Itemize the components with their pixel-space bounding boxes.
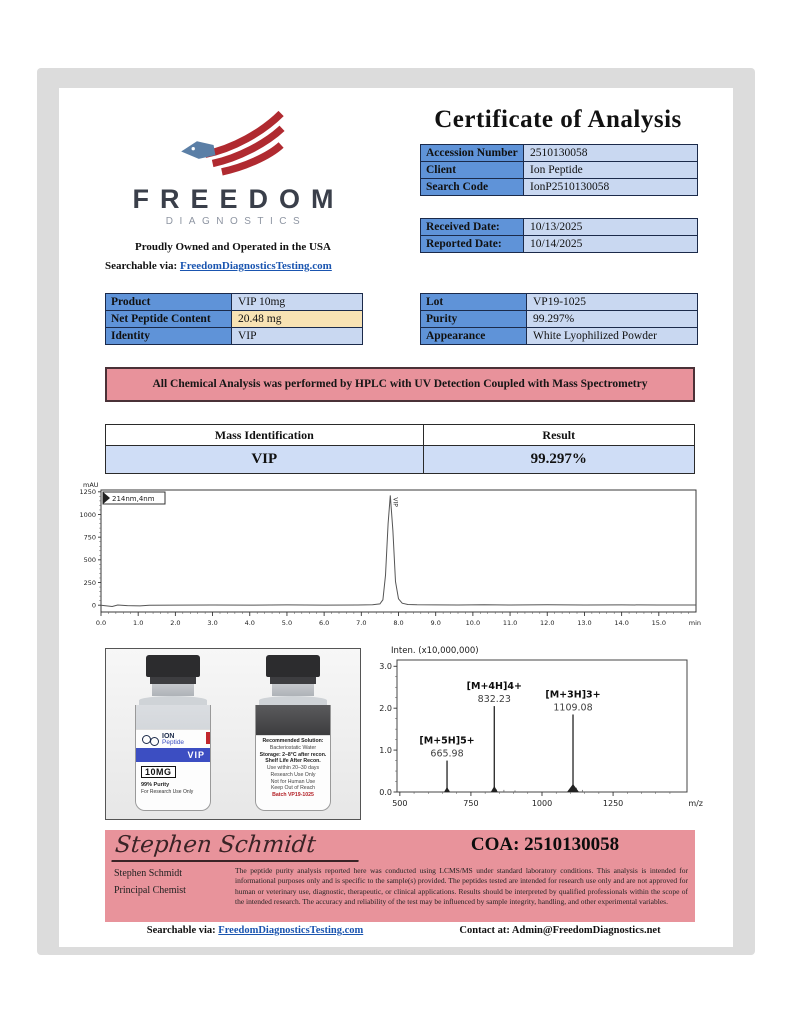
vial-shoulder [259, 696, 327, 705]
mass-spectrum-chart [375, 640, 705, 825]
ion-peptide-brand-text [162, 733, 184, 747]
svg-text:832.23: 832.23 [477, 694, 511, 706]
svg-text:250: 250 [83, 578, 96, 587]
svg-text:665.98: 665.98 [430, 748, 464, 760]
vial-back-label [256, 735, 330, 810]
row-value: VP19-1025 [527, 294, 697, 310]
vial-use-line: For Research Use Only [141, 788, 194, 795]
brand-tagline: Proudly Owned and Operated in the USA [135, 241, 331, 253]
svg-text:1000: 1000 [79, 510, 96, 519]
row-value: 2510130058 [524, 145, 697, 161]
row-label: Identity [106, 328, 232, 344]
svg-text:[M+3H]3+: [M+3H]3+ [545, 689, 601, 701]
row-value: 10/14/2025 [524, 236, 697, 252]
searchable-line [105, 260, 361, 272]
signer-name: Stephen Schmidt [114, 868, 183, 879]
back-label-line: Not for Human Use [270, 778, 316, 785]
brand-bottom-text: Peptide [162, 739, 185, 746]
vial-shoulder [139, 696, 207, 705]
svg-text:214nm,4nm: 214nm,4nm [112, 495, 155, 503]
svg-text:8.0: 8.0 [393, 619, 404, 627]
row-label: Purity [421, 311, 527, 327]
table-row [106, 294, 362, 311]
hplc-chromatogram-chart [70, 478, 702, 632]
svg-text:9.0: 9.0 [430, 619, 441, 627]
svg-text:Inten. (x10,000,000): Inten. (x10,000,000) [391, 646, 479, 656]
svg-text:11.0: 11.0 [502, 619, 518, 627]
svg-text:12.0: 12.0 [540, 619, 555, 627]
svg-text:6.0: 6.0 [318, 619, 330, 627]
mass-identification-value: VIP [106, 446, 424, 473]
svg-text:1000: 1000 [531, 799, 553, 808]
row-value: White Lyophilized Powder [527, 328, 697, 344]
brand-logo-block [105, 108, 361, 272]
coa-number: COA: 2510130058 [470, 834, 620, 855]
vial-neck [272, 684, 314, 696]
certificate-page [59, 88, 733, 947]
page-title: Certificate of Analysis [434, 106, 682, 133]
vial-cap [266, 655, 320, 677]
row-value: 99.297% [527, 311, 697, 327]
table-row [421, 328, 697, 344]
back-label-line: Research Use Only [270, 771, 316, 778]
table-row [421, 162, 697, 179]
svg-text:7.0: 7.0 [356, 619, 367, 627]
table-row [106, 311, 362, 328]
svg-text:1.0: 1.0 [133, 619, 144, 627]
svg-text:3.0: 3.0 [379, 662, 392, 672]
vial-front-label [136, 729, 210, 810]
back-label-line: Recommended Solution: [262, 738, 324, 744]
vial-neck [152, 684, 194, 696]
svg-text:0: 0 [91, 601, 96, 610]
searchable-label: Searchable via: [105, 260, 178, 272]
svg-text:14.0: 14.0 [614, 619, 629, 627]
searchable-link[interactable]: FreedomDiagnosticsTesting.com [179, 260, 332, 272]
vial-cap [146, 655, 200, 677]
table-row [421, 236, 697, 252]
signer-title: Principal Chemist [114, 885, 186, 896]
product-vial-front-photo [117, 655, 229, 813]
back-label-batch-line: Batch VP19-1025 [272, 792, 314, 798]
logo-subtext: DIAGNOSTICS [165, 216, 307, 227]
svg-text:mAU: mAU [83, 481, 99, 489]
date-table [420, 218, 698, 253]
table-row [421, 179, 697, 195]
column-header: Result [424, 425, 694, 445]
row-value: IonP2510130058 [524, 179, 697, 195]
row-value: VIP 10mg [232, 294, 362, 310]
svg-text:[M+5H]5+: [M+5H]5+ [419, 735, 475, 747]
svg-text:[M+4H]4+: [M+4H]4+ [466, 681, 522, 693]
vial-strength-box: 10MG [141, 766, 176, 778]
svg-text:2.0: 2.0 [379, 703, 392, 713]
svg-text:500: 500 [392, 799, 408, 808]
ion-peptide-brand [136, 730, 210, 748]
table-row [421, 219, 697, 236]
row-label: Client [421, 162, 524, 178]
vial-purity-line: 99% Purity [141, 781, 170, 788]
svg-text:1250: 1250 [602, 799, 624, 808]
back-label-line: Keep Out of Reach [270, 785, 316, 792]
table-header-row [106, 425, 694, 446]
brand-top-text: ION [162, 733, 175, 740]
vial-contents-shadow [256, 705, 330, 739]
row-label: Net Peptide Content [106, 311, 232, 327]
back-label-line: Use within 20–30 days [266, 765, 320, 771]
lot-table [420, 293, 698, 345]
svg-text:1109.08: 1109.08 [553, 702, 593, 714]
svg-text:3.0: 3.0 [207, 619, 218, 627]
row-label: Lot [421, 294, 527, 310]
vial-product-band: VIP [136, 748, 210, 762]
vial-cap-band [150, 677, 196, 684]
mass-result-value: 99.297% [424, 446, 694, 473]
row-value: Ion Peptide [524, 162, 697, 178]
svg-text:1250: 1250 [79, 488, 96, 497]
row-label: Search Code [421, 179, 524, 195]
accession-table [420, 144, 698, 196]
footer-searchable [105, 925, 405, 936]
vial-body [135, 705, 211, 811]
svg-text:0.0: 0.0 [379, 787, 392, 797]
disclaimer-text: The peptide purity analysis reported here was conducted using LCMS/MS under standard laboratory conditions. This analysis is intended for informational purposes only and is specific to the sample(s) provided. The peptides tested are intended for research use only and are not approved for human or veterinary use, diagnostic, therapeutic, or clinical applications. Results should be interpreted by qualified professionals within the scope of the intended research. The accuracy and reliability of the test may be influenced by sample integrity, handling, and other experimental variables. [235, 866, 688, 907]
analysis-method-banner: All Chemical Analysis was performed by HPLC with UV Detection Coupled with Mass Spectrometry [105, 367, 695, 402]
table-row [421, 294, 697, 311]
table-row [421, 311, 697, 328]
ion-peptide-logo-icon [150, 737, 159, 746]
logo-wordmark: FREEDOM [132, 184, 345, 214]
svg-text:1.0: 1.0 [379, 745, 392, 755]
back-label-line: Shelf Life After Recon. [265, 758, 321, 765]
signature-script: Stephen Schmidt [111, 832, 361, 862]
product-table [105, 293, 363, 345]
svg-text:500: 500 [83, 556, 96, 565]
svg-text:13.0: 13.0 [577, 619, 592, 627]
table-row [106, 446, 694, 473]
svg-text:750: 750 [83, 533, 96, 542]
vial-body [255, 705, 331, 811]
label-red-accent [206, 732, 210, 744]
footer-searchable-link[interactable]: FreedomDiagnosticsTesting.com [218, 925, 364, 936]
product-vial-photos [105, 648, 361, 820]
mass-identification-table [105, 424, 695, 474]
footer-contact: Contact at: Admin@FreedomDiagnostics.net [459, 925, 661, 936]
svg-text:10.0: 10.0 [465, 619, 481, 627]
eagle-flag-icon [177, 108, 289, 182]
row-label: Product [106, 294, 232, 310]
table-row [421, 145, 697, 162]
svg-text:750: 750 [463, 799, 479, 808]
svg-text:15.0: 15.0 [651, 619, 667, 627]
row-value-highlighted: 20.48 mg [232, 311, 362, 327]
product-vial-back-photo [237, 655, 349, 813]
svg-text:2.0: 2.0 [170, 619, 181, 627]
footer-searchable-label: Searchable via: [146, 925, 216, 936]
table-row [106, 328, 362, 344]
row-label: Reported Date: [421, 236, 524, 252]
svg-text:VIP: VIP [391, 497, 399, 507]
svg-text:min: min [688, 619, 701, 627]
column-header: Mass Identification [106, 425, 424, 445]
row-label: Appearance [421, 328, 527, 344]
vial-cap-band [270, 677, 316, 684]
row-label: Received Date: [421, 219, 524, 235]
svg-text:5.0: 5.0 [281, 619, 293, 627]
row-value: VIP [232, 328, 362, 344]
back-label-line: Bacteriostatic Water [269, 744, 317, 751]
back-label-line: Storage: 2–8°C after recon. [259, 751, 327, 758]
row-label: Accession Number [421, 145, 524, 161]
svg-text:0.0: 0.0 [95, 619, 107, 627]
row-value: 10/13/2025 [524, 219, 697, 235]
signature-block [105, 830, 695, 922]
svg-text:m/z: m/z [688, 799, 703, 808]
svg-text:4.0: 4.0 [244, 619, 255, 627]
